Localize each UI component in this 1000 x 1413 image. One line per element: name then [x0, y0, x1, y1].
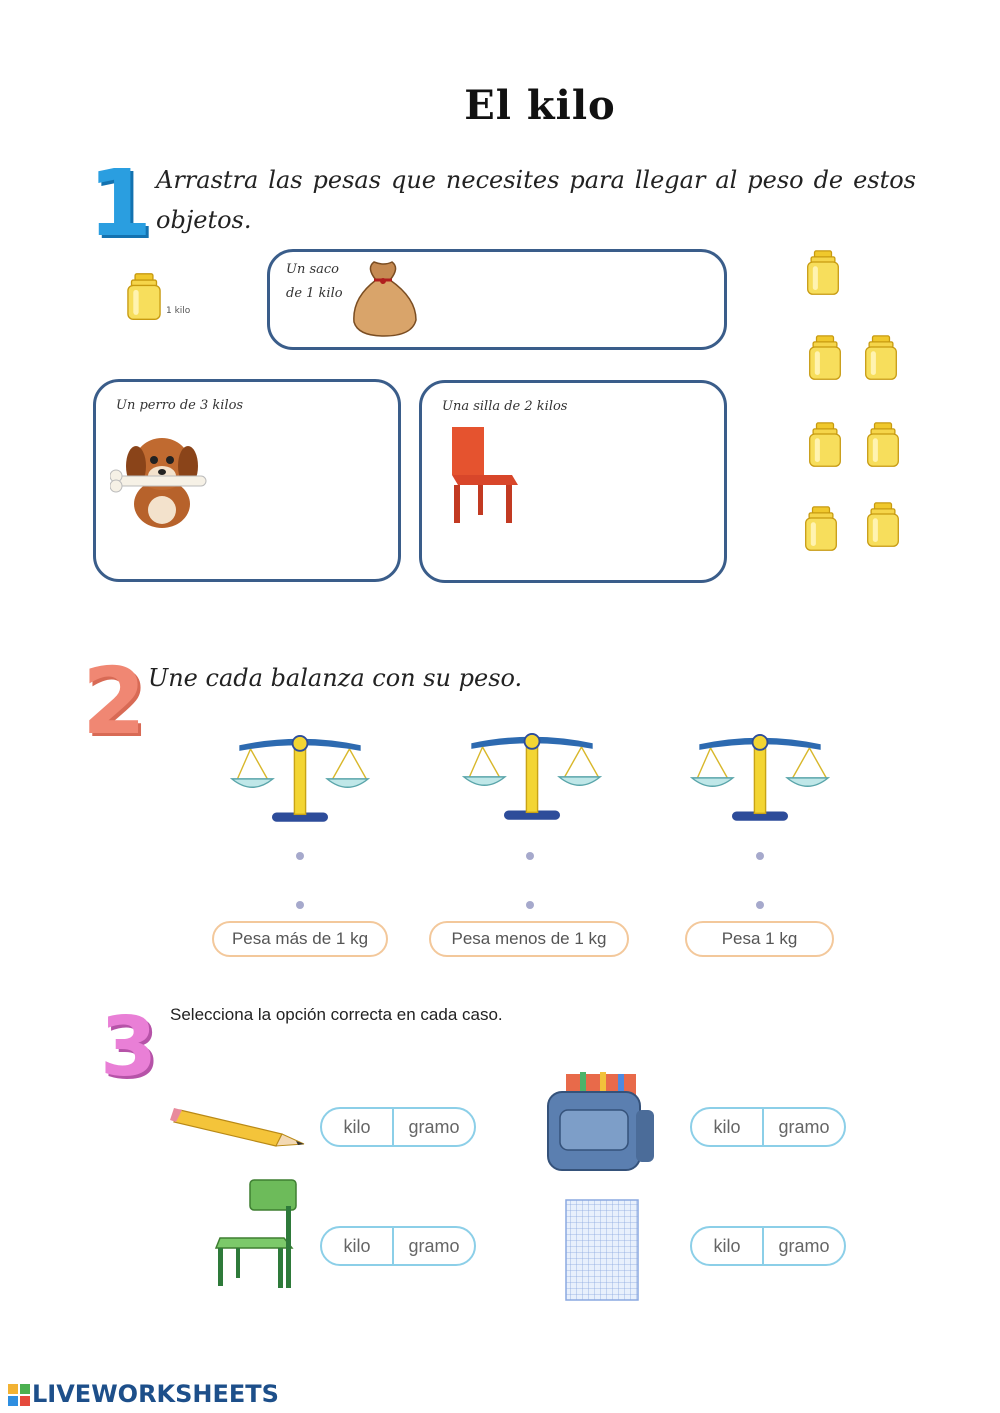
paper-options — [690, 1226, 846, 1266]
draggable-weight-icon[interactable] — [808, 420, 842, 470]
match-dot-bottom[interactable] — [526, 901, 534, 909]
red-chair-icon — [442, 423, 522, 527]
footer-brand-text: LIVEWORKSHEETS — [32, 1380, 279, 1408]
dog-icon — [110, 424, 210, 532]
draggable-weight-icon[interactable] — [804, 504, 838, 554]
exercise-3-instruction: Selecciona la opción correcta en cada caso. — [170, 1005, 503, 1024]
sack-label-line2: de 1 kilo — [286, 286, 343, 301]
green-chair-icon — [206, 1176, 302, 1290]
kilo-option[interactable]: kilo — [692, 1109, 764, 1145]
match-dot-top[interactable] — [526, 852, 534, 860]
exercise-3-number: 3 — [100, 1000, 158, 1095]
gramo-option[interactable]: gramo — [408, 1235, 460, 1256]
draggable-weight-icon[interactable] — [806, 248, 840, 298]
exercise-2-instruction: Une cada balanza con su peso. — [148, 664, 523, 692]
weight-option-pill: Pesa menos de 1 kg — [429, 921, 629, 957]
draggable-weight-icon[interactable] — [808, 333, 842, 383]
sack-label-line1: Un saco — [286, 262, 339, 277]
page-title: El kilo — [464, 82, 616, 129]
footer-brand — [8, 1380, 279, 1408]
drop-box-chair[interactable] — [419, 380, 727, 583]
drop-box-sack[interactable] — [267, 249, 727, 350]
chair-options — [320, 1226, 476, 1266]
draggable-weight-icon[interactable] — [866, 500, 900, 550]
kilo-option[interactable]: kilo — [322, 1109, 394, 1145]
backpack-icon — [540, 1070, 660, 1174]
gramo-option[interactable]: gramo — [778, 1116, 830, 1137]
grid-paper-icon — [564, 1198, 640, 1302]
balance-scale-icon — [230, 728, 370, 826]
exercise-1-number: 1 — [88, 150, 153, 257]
match-dot-top[interactable] — [296, 852, 304, 860]
kilo-option[interactable]: kilo — [692, 1228, 764, 1264]
pencil-icon — [170, 1104, 306, 1148]
draggable-weight-icon[interactable] — [864, 333, 898, 383]
balance-scale-icon — [690, 727, 830, 825]
balance-scale-icon — [462, 726, 602, 824]
reference-weight-icon — [126, 272, 162, 322]
exercise-2-number: 2 — [82, 648, 147, 755]
match-dot-bottom[interactable] — [296, 901, 304, 909]
sack-icon — [346, 258, 422, 338]
kilo-option[interactable]: kilo — [322, 1228, 394, 1264]
reference-weight-label: 1 kilo — [166, 306, 191, 316]
liveworksheets-logo-icon — [8, 1384, 30, 1406]
exercise-1-instruction: Arrastra las pesas que necesites para llegar al peso de estos objetos. — [156, 166, 916, 234]
drop-box-dog[interactable] — [93, 379, 401, 582]
gramo-option[interactable]: gramo — [778, 1235, 830, 1256]
pencil-options — [320, 1107, 476, 1147]
draggable-weight-icon[interactable] — [866, 420, 900, 470]
match-dot-top[interactable] — [756, 852, 764, 860]
chair-label: Una silla de 2 kilos — [442, 399, 568, 414]
weight-option-pill: Pesa más de 1 kg — [212, 921, 388, 957]
backpack-options — [690, 1107, 846, 1147]
match-dot-bottom[interactable] — [756, 901, 764, 909]
gramo-option[interactable]: gramo — [408, 1116, 460, 1137]
dog-label: Un perro de 3 kilos — [116, 398, 244, 413]
weight-option-pill: Pesa 1 kg — [685, 921, 834, 957]
